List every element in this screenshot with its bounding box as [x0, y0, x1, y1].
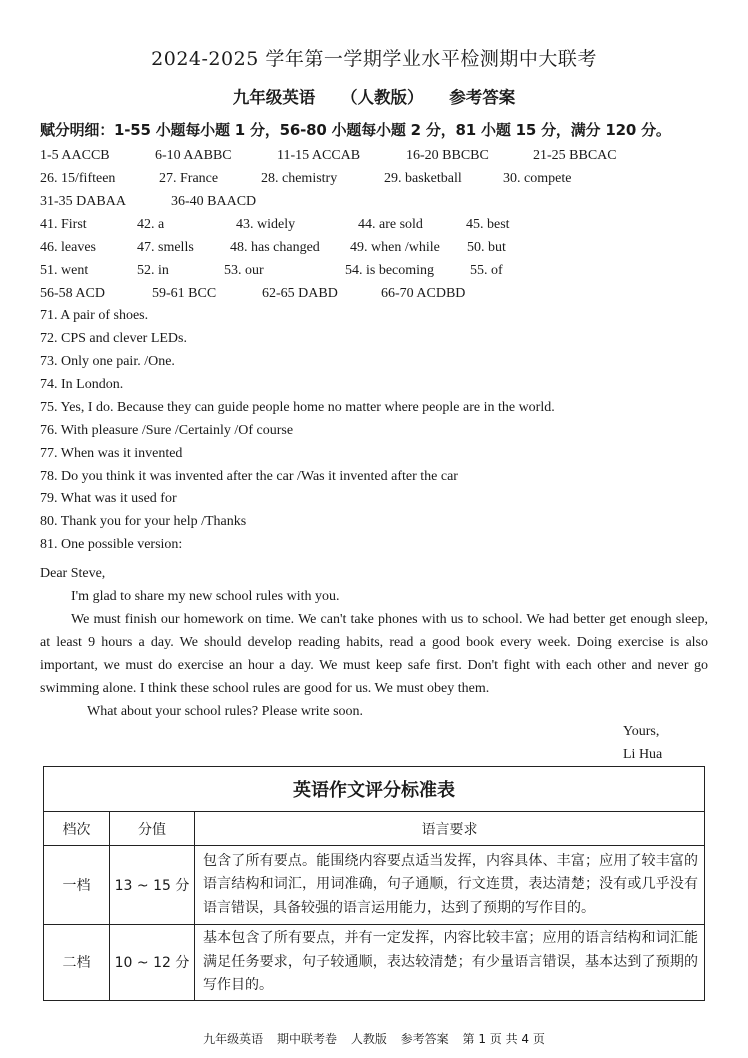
answer-item: 44. are sold: [358, 217, 423, 232]
answer-line: 77. When was it invented: [40, 446, 183, 461]
answer-line: 72. CPS and clever LEDs.: [40, 331, 187, 346]
answer-item: 27. France: [159, 171, 219, 186]
letter-closing: Yours,: [623, 724, 660, 739]
answer-line: 74. In London.: [40, 377, 124, 392]
answer-item: 49. when /while: [350, 240, 440, 255]
answer-item: 47. smells: [137, 240, 194, 255]
answer-line: 80. Thank you for your help /Thanks: [40, 514, 247, 529]
answer-item: 52. in: [137, 263, 169, 278]
answer-line: 76. With pleasure /Sure /Certainly /Of course: [40, 423, 294, 438]
answer-item: 28. chemistry: [261, 171, 338, 186]
footer-edition: 人教版: [350, 1032, 387, 1046]
answer-line: 71. A pair of shoes.: [40, 308, 149, 323]
rubric-title: 英语作文评分标准表: [44, 767, 705, 812]
answer-item: 6-10 AABBC: [155, 148, 232, 163]
answer-item: 41. First: [40, 217, 87, 232]
answer-item: 46. leaves: [40, 240, 96, 255]
rubric-row: [44, 925, 705, 1001]
answer-item: 36-40 BAACD: [171, 194, 257, 209]
rubric-header-score: 分值: [110, 812, 195, 846]
rubric-level: 一档: [44, 846, 110, 925]
footer-answer-key: 参考答案: [400, 1032, 449, 1046]
answer-item: 45. best: [466, 217, 510, 232]
answer-item: 21-25 BBCAC: [533, 148, 617, 163]
letter-paragraph: What about your school rules? Please write soon.: [87, 704, 364, 719]
subtitle-subject: 九年级英语: [232, 88, 316, 107]
letter-signature: Li Hua: [623, 747, 663, 762]
answer-item: 11-15 ACCAB: [277, 148, 361, 163]
rubric-header-row: [44, 812, 705, 846]
letter-paragraph: I'm glad to share my new school rules with you.: [71, 589, 340, 604]
answer-line: 81. One possible version:: [40, 537, 183, 552]
answer-item: 54. is becoming: [345, 263, 435, 278]
rubric-requirement: 基本包含了所有要点，并有一定发挥，内容比较丰富；应用的语言结构和词汇能满足任务要求，句子较通顺，表达较清楚；有少量语言错误，基本达到了预期的写作目的。: [195, 925, 705, 1001]
model-essay: [40, 562, 708, 723]
subtitle-answer-key: 参考答案: [449, 88, 516, 107]
rubric-score: 13 ~ 15 分: [110, 846, 195, 925]
answer-item: 31-35 DABAA: [40, 194, 126, 209]
letter-salutation: Dear Steve,: [40, 566, 106, 581]
answer-line: 79. What was it used for: [40, 491, 177, 506]
rubric-header-requirement: 语言要求: [195, 812, 705, 846]
scoring-details: 赋分明细：1-55 小题每小题 1 分，56-80 小题每小题 2 分，81 小题 15 分，满分 120 分。: [40, 121, 671, 139]
answer-item: 43. widely: [236, 217, 296, 232]
answer-item: 48. has changed: [230, 240, 320, 255]
rubric-level: 二档: [44, 925, 110, 1001]
answer-item: 16-20 BBCBC: [406, 148, 489, 163]
answer-item: 30. compete: [503, 171, 572, 186]
answer-line: 78. Do you think it was invented after the car /Was it invented after the car: [40, 469, 458, 484]
answer-item: 26. 15/fifteen: [40, 171, 116, 186]
subtitle-edition: （人教版）: [341, 88, 424, 107]
answer-item: 29. basketball: [384, 171, 462, 186]
answer-item: 42. a: [137, 217, 165, 232]
page-subtitle: [0, 84, 748, 108]
letter-paragraph: We must finish our homework on time. We can't take phones with us to school. We had better get enough sleep, at least 9 hours a day. We should develop reading habits, read a good book every week. Doing exercise is also important, we must do exercise an hour a day. We must keep safe first. Don't fight with each other and never go swimming alone. I think these school rules are good for us. We must obey them.: [40, 612, 708, 696]
page-title: 2024-2025 学年第一学期学业水平检测期中大联考: [151, 48, 597, 70]
footer-page-number: 第 1 页 共 4 页: [462, 1032, 545, 1046]
answer-item: 56-58 ACD: [40, 286, 105, 301]
answer-item: 50. but: [467, 240, 506, 255]
rubric-header-level: 档次: [44, 812, 110, 846]
footer-subject: 九年级英语: [203, 1032, 264, 1046]
answer-item: 66-70 ACDBD: [381, 286, 466, 301]
rubric-score: 10 ~ 12 分: [110, 925, 195, 1001]
answer-item: 59-61 BCC: [152, 286, 217, 301]
answer-line: 73. Only one pair. /One.: [40, 354, 175, 369]
rubric-table: [43, 766, 705, 1001]
footer-exam: 期中联考卷: [276, 1032, 337, 1046]
answer-item: 62-65 DABD: [262, 286, 338, 301]
answer-line: 75. Yes, I do. Because they can guide people home no matter where people are in the world.: [40, 400, 555, 415]
rubric-row: [44, 846, 705, 925]
rubric-requirement: 包含了所有要点。能围绕内容要点适当发挥，内容具体、丰富；应用了较丰富的语言结构和词汇，用词准确，句子通顺，行文连贯，表达清楚；没有或几乎没有语言错误，具备较强的语言运用能力，达到了预期的写作目的。: [195, 846, 705, 925]
answer-item: 55. of: [470, 263, 503, 278]
answer-item: 53. our: [224, 263, 264, 278]
answer-item: 51. went: [40, 263, 89, 278]
answer-item: 1-5 AACCB: [40, 148, 110, 163]
page-footer: [0, 1030, 748, 1047]
